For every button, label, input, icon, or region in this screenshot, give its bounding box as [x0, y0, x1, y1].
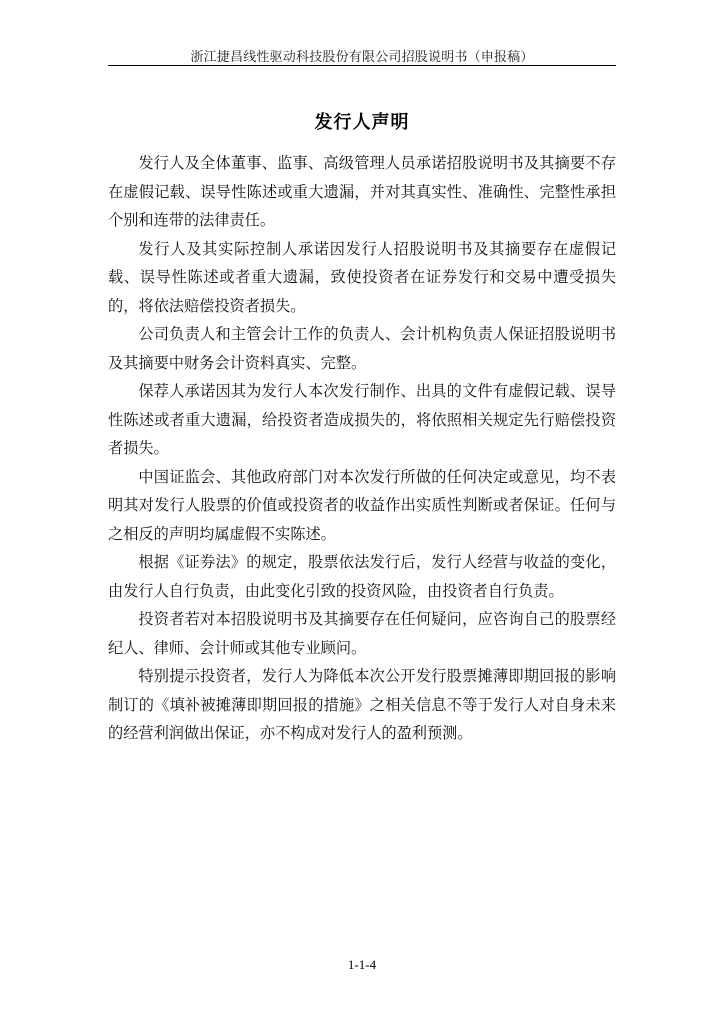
paragraph-financial-guarantee: 公司负责人和主管会计工作的负责人、会计机构负责人保证招股说明书及其摘要中财务会计资料真实、完整。: [108, 325, 616, 372]
paragraph-sponsor-commitment: 保荐人承诺因其为发行人本次发行制作、出具的文件有虚假记载、误导性陈述或者重大遗漏，给投资者造成损失的，将依照相关规定先行赔偿投资者损失。: [108, 382, 616, 457]
paragraph-csrc-disclaimer: 中国证监会、其他政府部门对本次发行所做的任何决定或意见，均不表明其对发行人股票的价值或投资者的收益作出实质性判断或者保证。任何与之相反的声明均属虚假不实陈述。: [108, 467, 616, 543]
paragraph-securities-law: 根据《证券法》的规定，股票依法发行后，发行人经营与收益的变化，由发行人自行负责，由此变化引致的投资风险，由投资者自行负责。: [108, 553, 616, 600]
paragraph-special-notice: 特别提示投资者，发行人为降低本次公开发行股票摊薄即期回报的影响制订的《填补被摊薄即期回报的措施》之相关信息不等于发行人对自身未来的经营利润做出保证，亦不构成对发行人的盈利预测。: [108, 667, 616, 742]
paragraph-controller-commitment: 发行人及其实际控制人承诺因发行人招股说明书及其摘要存在虚假记载、误导性陈述或者重大遗漏，致使投资者在证券发行和交易中遭受损失的，将依法赔偿投资者损失。: [108, 239, 616, 315]
page-title: 发行人声明: [314, 112, 410, 133]
statement-body: [108, 149, 616, 748]
header-divider: [108, 65, 616, 66]
paragraph-directors-commitment: 发行人及全体董事、监事、高级管理人员承诺招股说明书及其摘要不存在虚假记载、误导性陈述或重大遗漏，并对其真实性、准确性、完整性承担个别和连带的法律责任。: [108, 154, 616, 229]
page-number: 1-1-4: [347, 957, 377, 972]
running-header: 浙江捷昌线性驱动科技股份有限公司招股说明书（申报稿）: [190, 50, 534, 65]
paragraph-investor-consultation: 投资者若对本招股说明书及其摘要存在任何疑问，应咨询自己的股票经纪人、律师、会计师或其他专业顾问。: [108, 610, 616, 657]
